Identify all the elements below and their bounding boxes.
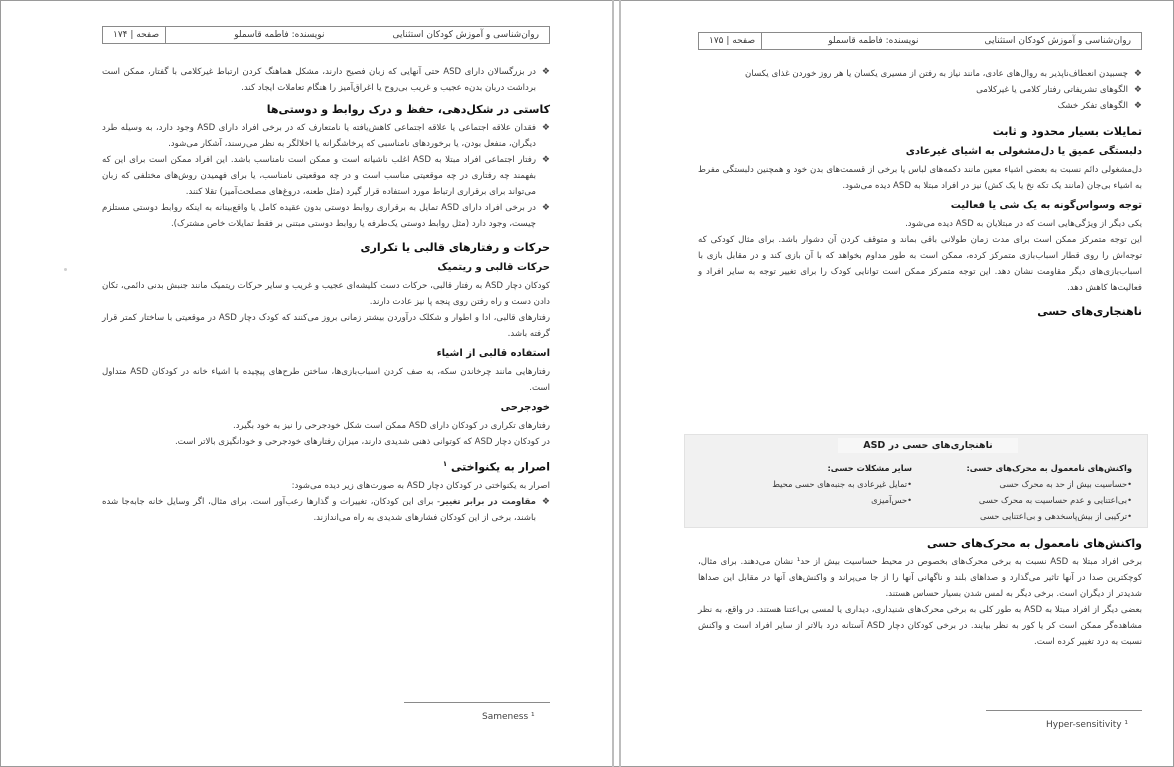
list-item: •تمایل غیرعادی به جنبه‌های حسی محیط: [772, 479, 912, 489]
section-heading: اصرار به یکنواختی $^۱$: [442, 460, 550, 474]
box-column-other-problems: [722, 460, 912, 508]
subsection-heading: دلبستگی عمیق یا دل‌مشغولی به اشیای غیرعادی: [905, 146, 1142, 157]
paragraph: رفتارهای قالبی، ادا و اطوار و شکلک درآوردن بیشتر زمانی بروز می‌کنند که کودک دچار ASD در موقعیتی با ساختار کمتر قرار گرفته باشد.: [102, 313, 550, 339]
section-heading: واکنش‌های نامعمول به محرک‌های حسی: [926, 537, 1142, 550]
list-item: ❖ مقاومت در برابر تغییر- برای این کودکان، تغییرات و گذارها رعب‌آور است. برای مثال، اگر وسایل خانه جابه‌جا شده باشند، برخی از این کودکان فشارهای شدیدی به راه می‌اندازند.: [102, 494, 550, 526]
section-heading: ناهنجاری‌های حسی: [1037, 305, 1142, 318]
page-number-value: ۱۷۴: [113, 30, 128, 40]
paragraph: رفتارهایی مانند چرخاندن سکه، به صف کردن اسباب‌بازی‌ها، ساختن طرح‌های پیچیده با اشیاء خانه در کودکان ASD متداول است.: [102, 367, 550, 393]
list-item: ❖ الگوهای تفکر خشک: [698, 98, 1142, 114]
header-page-number: صفحه | ۱۷۵: [709, 32, 762, 50]
list-item: ❖ الگوهای تشریفاتی رفتار کلامی یا غیرکلامی: [698, 82, 1142, 98]
page-body: [102, 64, 550, 526]
subsection-heading: حرکات قالبی و ریتمیک: [437, 262, 550, 273]
list-item: •بی‌اعتنایی و عدم حساسیت به محرک حسی: [978, 495, 1132, 505]
footnote-rule: [986, 710, 1142, 711]
subsection-heading: توجه وسواس‌گونه به یک شی یا فعالیت: [950, 200, 1142, 211]
page-body-top: [698, 66, 1142, 322]
section-heading: کاستی در شکل‌دهی، حفظ و درک روابط و دوستی‌ها: [266, 103, 550, 116]
list-item: •ترکیبی از بیش‌پاسخدهی و بی‌اعتنایی حسی: [979, 511, 1132, 521]
list-item: ❖ در بزرگسالان دارای ASD حتی آنهایی که زبان فصیح دارند، مشکل هماهنگ کردن ارتباط غیرکلامی با گفتار، ممکن است برداشت دربان بدن‌ه عجیب و غریب بی‌روح یا اغراق‌آمیز را هنگام تعاملات ایجاد کند.: [102, 64, 550, 96]
header-page-number: صفحه | ۱۷۴: [113, 26, 166, 44]
paragraph: کودکان دچار ASD به رفتار قالبی، حرکات دست کلیشه‌ای عجیب و غریب و سایر حرکات ریتمیک مانند جنبش بدنی دائمی، تکان دادن دست و راه رفتن روی پنجه پا نیز عادت دارند.: [102, 281, 550, 307]
box-column-unusual-reactions: [962, 460, 1132, 524]
page-gap-right: [619, 0, 621, 767]
scan-speck: [64, 268, 67, 271]
paragraph: رفتارهای تکراری در کودکان دارای ASD ممکن است شکل خودجرحی را نیز به خود بگیرد.: [232, 421, 550, 431]
page-header: [698, 32, 1142, 50]
list-item: ❖ رفتار اجتماعی افراد مبتلا به ASD اغلب ناشیانه است و ممکن است نامناسب باشد. این افراد ممکن است برای این که بفهمند چه رفتاری در چه موقعیتی مناسب است و در چه موقعیتی نامناسب، یا برای فهمیدن روش‌های مختلفی که زبان می‌تواند برای برقراری ارتباط مورد استفاده قرار گیرد (مثل طعنه، دروغ‌های مصلحت‌آمیز) تقلا کنند.: [102, 152, 550, 200]
footnote-rule: [404, 702, 550, 703]
section-heading: حرکات و رفتارهای قالبی یا تکراری: [360, 241, 550, 254]
list-item: ❖ فقدان علاقه اجتماعی یا علاقه اجتماعی کاهش‌یافته یا نامتعارف که در برخی افراد دارای ASD وجود دارد، به وسیله طرد دیگران، منفعل بودن، یا برخوردهای نامناسبی که پرخاشگرانه یا اخلالگر به نظر می‌رسند، آشکار می‌شود.: [102, 120, 550, 152]
paragraph: یکی دیگر از ویژگی‌هایی است که در مبتلایان به ASD دیده می‌شود.: [905, 219, 1142, 229]
paragraph: اصرار به یکنواختی در کودکان دچار ASD به صورت‌های زیر دیده می‌شود:: [291, 480, 550, 491]
page-header: [102, 26, 550, 44]
page-gap-left: [612, 0, 614, 767]
paragraph: بعضی دیگر از افراد مبتلا به ASD به طور کلی به برخی محرک‌های شنیداری، دیداری یا لمسی بی‌اعتنا هستند. در واقع، به نظر مشاهده‌گر ممکن است کر یا کور به نظر بیایند. در برخی کودکان دچار ASD آستانه درد بالاتر از سایر افراد است و واکنش نسبت به درد تغییر کرده است.: [698, 605, 1143, 647]
header-author: نویسنده: فاطمه قاسملو: [234, 30, 325, 40]
paragraph: برخی افراد مبتلا به ASD نسبت به برخی محرک‌های بخصوص در محیط حساسیت بیش از حد¹ نشان می‌دهند. برای مثال، کوچکترین صدا در آنها تاثیر می‌گذارد و صداهای بلند و ناگهانی آنها را از جا می‌پراند و واکنش‌های آنها در مقابل این صداها شدیدتر از دیگران است. برخی دیگر به لمس شدن بسیار حساس هستند.: [698, 557, 1143, 599]
subsection-heading: استفاده قالبی از اشیاء: [436, 348, 550, 359]
header-book-title: روان‌شناسی و آموزش کودکان استثنایی: [984, 36, 1131, 46]
paragraph: این توجه متمرکز ممکن است برای مدت زمان طولانی باقی بماند و متوقف کردن آن دشوار باشد. برای مثال کودکی که توجه‌اش را روی قطار اسباب‌بازی متمرکز کرده، ممکن است به طور مداوم بخواهد که با آن بازی کند و در مقابل بازی با اسباب‌بازی‌های دیگر مقاومت نشان دهد. این توجه متمرکز ممکن است توانایی کودک را برای تغییر توجه به سایر افراد و فعالیت‌ها کاهش دهد.: [698, 235, 1142, 293]
list-item: •حس‌آمیزی: [871, 495, 912, 505]
page-174: [2, 0, 610, 767]
page-body-bottom: [698, 536, 1142, 650]
header-author: نویسنده: فاطمه قاسملو: [828, 36, 919, 46]
list-item: •حساسیت بیش از حد به محرک حسی: [999, 479, 1132, 489]
paragraph: دل‌مشغولی دائم نسبت به بعضی اشیاء معین مانند دکمه‌های لباس یا برخی از قسمت‌های بدن خود و همچنین دلبستگی مفرط به اشیاء بی‌جان (مانند یک تکه نخ یا یک کش) نیز در افراد مبتلا به ASD دیده می‌شود.: [698, 165, 1142, 191]
footnote: Hyper-sensitivity ¹: [1046, 720, 1129, 730]
footnote-marker: ۱: [442, 460, 448, 468]
box-title: ناهنجاری‌های حسی در ASD: [838, 438, 1018, 453]
paragraph: در کودکان دچار ASD که کوتوانی ذهنی شدیدی دارند، میزان رفتارهای خودجرحی و خودانگیزی بالاتر است.: [174, 437, 550, 447]
footnote: Sameness ¹: [482, 712, 535, 722]
column-heading: سایر مشکلات حسی:: [827, 463, 912, 473]
column-heading: واکنش‌های نامعمول به محرک‌های حسی:: [966, 463, 1132, 473]
subsection-heading: خودجرحی: [500, 402, 550, 413]
list-item: ❖ در برخی افراد دارای ASD تمایل به برقراری روابط دوستی بدون عقیده کامل یا واقع‌بینانه به اینکه روابط دوستی مستلزم چیست، وجود دارد (مثل روابط دوستی یک‌طرفه یا روابط دوستی مبتنی بر فقط تمایلات خاص مشترک).: [102, 200, 550, 232]
page-175: [622, 0, 1170, 767]
header-book-title: روان‌شناسی و آموزش کودکان استثنایی: [392, 30, 539, 40]
list-item: ❖ چسبیدن انعطاف‌ناپذیر به روال‌های عادی، مانند نیاز به رفتن از مسیری یکسان یا هر روز خوردن غذای یکسان: [698, 66, 1142, 82]
section-heading: تمایلات بسیار محدود و ثابت: [992, 125, 1142, 138]
page-number-value: ۱۷۵: [709, 36, 724, 46]
